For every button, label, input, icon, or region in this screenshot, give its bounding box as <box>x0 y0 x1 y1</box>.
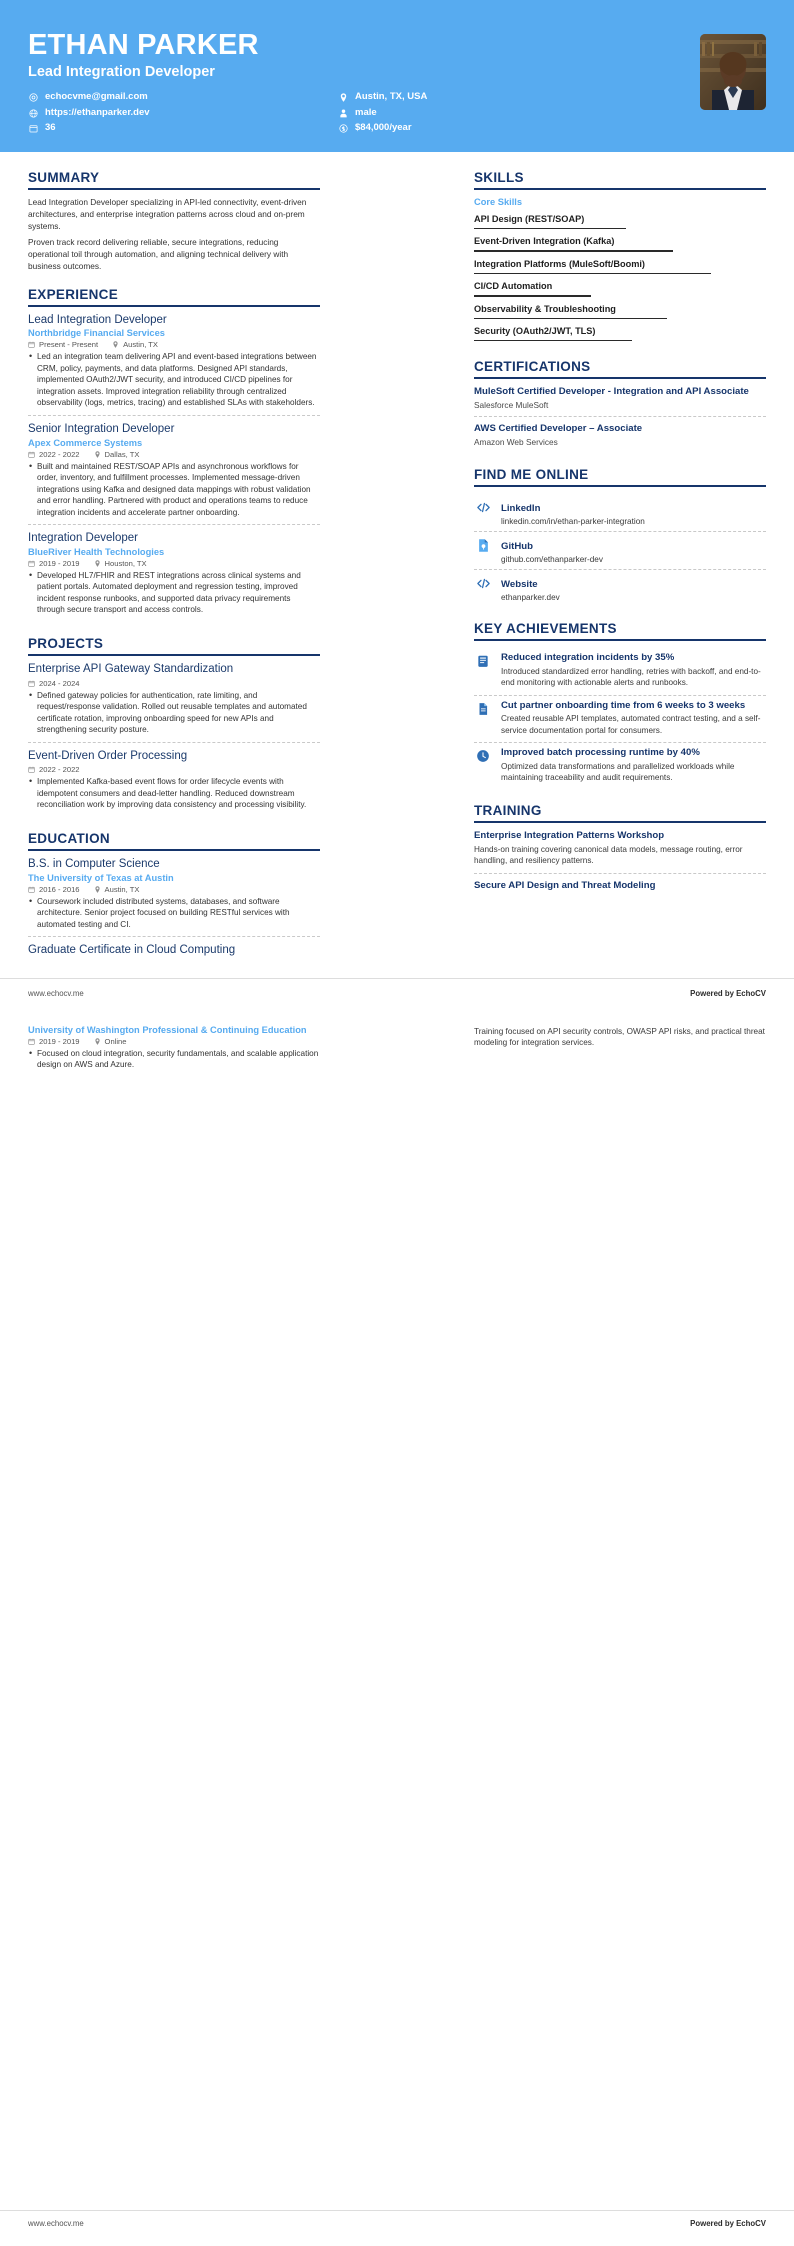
clock-icon <box>474 747 492 763</box>
bullet: • Led an integration team delivering API and event-based integrations between CRM, policy, payments, and data platforms. Designed API standards, implemented OAuth2/JWT security, and introduced CI/CD pipelines for integration assets. Improved integration reliability through centralized observability (logs, metrics, tracing) and established SLAs with stakeholders. <box>28 351 320 408</box>
education-bullets <box>28 1048 320 1071</box>
skill-name: CI/CD Automation <box>474 281 553 292</box>
calendar-icon <box>28 560 35 567</box>
skill-level-bar <box>474 250 673 251</box>
project-dates <box>28 679 80 688</box>
calendar-icon <box>28 451 35 458</box>
contact-grid <box>28 92 648 133</box>
experience-dates <box>28 559 80 568</box>
education-school: The University of Texas at Austin <box>28 872 174 883</box>
page-spacer <box>0 1084 794 1604</box>
section-training <box>474 803 766 897</box>
achievement-desc: Introduced standardized error handling, retries with backoff, and end-to-end monitoring with actionable alerts and runbooks. <box>501 667 761 688</box>
contact-website-text: https://ethanparker.dev <box>45 106 150 118</box>
experience-meta <box>28 340 320 349</box>
achievement-title: Improved batch processing runtime by 40% <box>501 746 700 758</box>
achievement-title: Cut partner onboarding time from 6 weeks to 3 weeks <box>501 699 746 711</box>
experience-org: Apex Commerce Systems <box>28 437 143 448</box>
training-item <box>474 830 766 873</box>
training-item <box>474 880 766 898</box>
document-icon <box>474 700 492 716</box>
contact-salary-text: $84,000/year <box>355 122 412 134</box>
project-item <box>28 663 320 743</box>
experience-heading: EXPERIENCE <box>28 287 320 307</box>
contact-email[interactable] <box>28 92 328 102</box>
calendar-icon <box>28 124 38 134</box>
calendar-icon <box>28 1038 35 1045</box>
education-location <box>94 885 140 894</box>
experience-location-text: Austin, TX <box>123 340 158 350</box>
link-label: LinkedIn <box>501 503 541 515</box>
education-dates-text: 2016 - 2016 <box>39 884 80 894</box>
link-item-linkedin[interactable] <box>474 494 766 532</box>
experience-dates <box>28 450 80 459</box>
training-item-continued <box>474 1026 766 1055</box>
link-label: Website <box>501 579 538 591</box>
skill-item <box>474 211 766 233</box>
find-me-online-heading: FIND ME ONLINE <box>474 467 766 487</box>
skill-item <box>474 278 766 300</box>
link-item-github[interactable] <box>474 532 766 570</box>
contact-age <box>28 123 328 133</box>
projects-heading: PROJECTS <box>28 636 320 656</box>
location-icon <box>94 451 101 458</box>
experience-item <box>28 423 320 525</box>
certification-item <box>474 423 766 453</box>
experience-bullets <box>28 461 320 518</box>
project-dates-text: 2022 - 2022 <box>39 765 80 775</box>
summary-paragraph: Proven track record delivering reliable, secure integrations, reducing operational toil through automation, and aligning technical delivery with business outcomes. <box>28 237 289 271</box>
education-item <box>28 944 320 964</box>
footer-site: www.echocv.me <box>28 2219 84 2228</box>
skill-name: Event-Driven Integration (Kafka) <box>474 236 615 247</box>
header-job-title: Lead Integration Developer <box>28 64 215 81</box>
certification-issuer: Amazon Web Services <box>474 437 558 448</box>
skill-name: API Design (REST/SOAP) <box>474 214 585 224</box>
page2-left-column <box>28 1024 320 1084</box>
footer-site: www.echocv.me <box>28 988 84 998</box>
code-brackets-icon <box>474 498 492 515</box>
section-key-achievements <box>474 621 766 789</box>
page2-right-column <box>474 1024 766 1061</box>
location-icon <box>94 886 101 893</box>
experience-location-text: Dallas, TX <box>104 449 140 459</box>
key-achievements-heading: KEY ACHIEVEMENTS <box>474 621 766 641</box>
profile-photo <box>700 34 766 110</box>
contact-location <box>338 92 648 102</box>
skill-level-bar <box>474 318 667 319</box>
education-meta <box>28 1037 320 1046</box>
contact-website[interactable] <box>28 108 328 118</box>
contact-gender <box>338 108 648 118</box>
education-dates-text: 2019 - 2019 <box>39 1036 80 1046</box>
education-location <box>94 1037 127 1046</box>
bullet: • Coursework included distributed systems, databases, and software architecture. Senior project focused on building RESTful services with automated testing and CI. <box>28 896 320 930</box>
page-1-footer <box>0 978 794 998</box>
training-heading: TRAINING <box>474 803 766 823</box>
bullet: • Focused on cloud integration, security fundamentals, and scalable application design on AWS and Azure. <box>28 1048 320 1071</box>
experience-location <box>94 559 147 568</box>
calendar-icon <box>28 341 35 348</box>
left-column <box>28 170 320 978</box>
contact-gender-text: male <box>355 106 377 118</box>
page-2-footer <box>0 2210 794 2228</box>
section-skills <box>474 170 766 345</box>
section-education <box>28 831 320 964</box>
bullet: • Implemented Kafka-based event flows for order lifecycle events with idempotent consumers and dead-letter handling. Reduced downstream reconciliation work by improving data consistency and processing visibility. <box>28 776 320 810</box>
project-bullets <box>28 690 320 736</box>
calendar-icon <box>28 680 35 687</box>
education-location-text: Austin, TX <box>104 884 140 894</box>
experience-role: Senior Integration Developer <box>28 422 175 435</box>
link-url: linkedin.com/in/ethan-parker-integration <box>501 517 645 527</box>
skill-item <box>474 256 766 278</box>
skill-name: Security (OAuth2/JWT, TLS) <box>474 325 596 336</box>
contact-location-text: Austin, TX, USA <box>355 91 428 103</box>
certifications-heading: CERTIFICATIONS <box>474 359 766 379</box>
experience-location <box>94 450 140 459</box>
training-name: Enterprise Integration Patterns Workshop <box>474 830 665 842</box>
section-certifications <box>474 359 766 453</box>
skill-level-bar <box>474 340 632 341</box>
section-summary <box>28 170 320 273</box>
experience-dates-text: 2019 - 2019 <box>39 558 80 568</box>
file-github-icon <box>474 536 492 553</box>
section-projects <box>28 636 320 817</box>
code-brackets-icon <box>474 574 492 591</box>
link-url: ethanparker.dev <box>501 593 560 603</box>
experience-meta <box>28 450 320 459</box>
experience-dates-text: Present - Present <box>39 340 99 350</box>
skill-item <box>474 233 766 255</box>
certification-name: AWS Certified Developer – Associate <box>474 423 643 435</box>
calendar-icon <box>28 886 35 893</box>
footer-powered-by: Powered by EchoCV <box>690 988 766 998</box>
page-title: ETHAN PARKER <box>28 29 259 61</box>
experience-bullets <box>28 351 320 408</box>
person-icon <box>338 108 348 118</box>
experience-location-text: Houston, TX <box>104 558 147 568</box>
achievement-desc: Optimized data transformations and parallelized workloads while maintaining traceability and audit requirements. <box>501 761 735 782</box>
link-item-website[interactable] <box>474 570 766 607</box>
email-icon <box>28 93 38 103</box>
project-bullets <box>28 776 320 810</box>
section-experience <box>28 287 320 622</box>
education-item-continued <box>28 1025 320 1077</box>
resume-page-1 <box>0 0 794 998</box>
education-bullets <box>28 896 320 930</box>
skill-level-bar <box>474 295 591 296</box>
project-title: Event-Driven Order Processing <box>28 749 188 762</box>
skill-item <box>474 323 766 345</box>
contact-email-text: echocvme@gmail.com <box>45 91 148 103</box>
achievement-item <box>474 648 766 695</box>
contact-age-text: 36 <box>45 122 56 134</box>
calendar-icon <box>28 766 35 773</box>
experience-bullets <box>28 570 320 616</box>
bullet: • Built and maintained REST/SOAP APIs and asynchronous workflows for order, inventory, and fulfillment processes. Implemented message-driven integrations using Kafka and designed data mappings with robust validation and error handling. Partnered with product and operations teams to reduce integration incidents and accelerate partner onboarding. <box>28 461 320 518</box>
education-location-text: Online <box>104 1036 127 1046</box>
right-column <box>474 170 766 911</box>
project-dates-text: 2024 - 2024 <box>39 678 80 688</box>
location-icon <box>338 93 348 103</box>
skill-item <box>474 301 766 323</box>
experience-dates-text: 2022 - 2022 <box>39 449 80 459</box>
bullet: • Defined gateway policies for authentication, rate limiting, and request/response validation. Rolled out reusable templates and automated certificate rotation, improving onboarding speed for new APIs and strengthening security posture. <box>28 690 320 736</box>
education-item <box>28 858 320 937</box>
skills-heading: SKILLS <box>474 170 766 190</box>
project-item <box>28 750 320 817</box>
avatar <box>700 34 766 110</box>
link-url: github.com/ethanparker-dev <box>501 555 603 565</box>
clipboard-icon <box>474 652 492 668</box>
achievement-item <box>474 696 766 743</box>
achievement-title: Reduced integration incidents by 35% <box>501 652 675 664</box>
certification-issuer: Salesforce MuleSoft <box>474 400 549 411</box>
bullet: • Developed HL7/FHIR and REST integrations across clinical systems and patient portals. Automated deployment and regression testing, improved incident response runbooks, and supported data privacy requirements through secure transport and access controls. <box>28 570 320 616</box>
resume-page-2 <box>0 998 794 1084</box>
resume-header <box>0 0 794 152</box>
skill-name: Integration Platforms (MuleSoft/Boomi) <box>474 258 645 269</box>
experience-location <box>112 340 158 349</box>
education-school: University of Washington Professional & Continuing Education <box>28 1024 307 1035</box>
location-icon <box>94 560 101 567</box>
contact-salary <box>338 123 648 133</box>
skills-group-label: Core Skills <box>474 197 523 207</box>
location-icon <box>112 341 119 348</box>
education-meta <box>28 885 320 894</box>
experience-item <box>28 314 320 416</box>
link-label: GitHub <box>501 541 533 553</box>
training-desc: Hands-on training covering canonical data models, message routing, error handling, and resiliency patterns. <box>474 845 743 866</box>
skill-level-bar <box>474 273 711 274</box>
skill-level-bar <box>474 228 626 229</box>
education-heading: EDUCATION <box>28 831 320 851</box>
summary-heading: SUMMARY <box>28 170 320 190</box>
experience-org: BlueRiver Health Technologies <box>28 546 165 557</box>
project-dates <box>28 765 80 774</box>
education-dates <box>28 885 80 894</box>
achievement-item <box>474 743 766 789</box>
footer-powered-by: Powered by EchoCV <box>690 2219 766 2228</box>
location-icon <box>94 1038 101 1045</box>
education-degree: Graduate Certificate in Cloud Computing <box>28 944 236 957</box>
summary-paragraph: Lead Integration Developer specializing in API-led connectivity, event-driven architectures, and enterprise integration patterns across cloud and on-prem systems. <box>28 197 307 231</box>
experience-org: Northbridge Financial Services <box>28 328 165 339</box>
experience-dates <box>28 340 98 349</box>
resume-body <box>0 152 794 978</box>
training-desc: Training focused on API security controls, OWASP API risks, and practical threat modeling for integration services. <box>474 1026 765 1048</box>
certification-name: MuleSoft Certified Developer - Integration and API Associate <box>474 386 749 398</box>
globe-icon <box>28 108 38 118</box>
experience-role: Integration Developer <box>28 532 138 545</box>
experience-item <box>28 532 320 622</box>
certification-item <box>474 386 766 417</box>
education-dates <box>28 1037 80 1046</box>
education-degree: B.S. in Computer Science <box>28 857 160 870</box>
project-meta <box>28 679 320 688</box>
training-name: Secure API Design and Threat Modeling <box>474 879 656 891</box>
skill-name: Observability & Troubleshooting <box>474 303 616 314</box>
project-meta <box>28 765 320 774</box>
section-find-me-online <box>474 467 766 607</box>
project-title: Enterprise API Gateway Standardization <box>28 662 234 675</box>
experience-meta <box>28 559 320 568</box>
achievement-desc: Created reusable API templates, automated contract testing, and a self-service documentation portal for consumers. <box>501 714 761 735</box>
money-icon <box>338 124 348 134</box>
experience-role: Lead Integration Developer <box>28 313 167 326</box>
